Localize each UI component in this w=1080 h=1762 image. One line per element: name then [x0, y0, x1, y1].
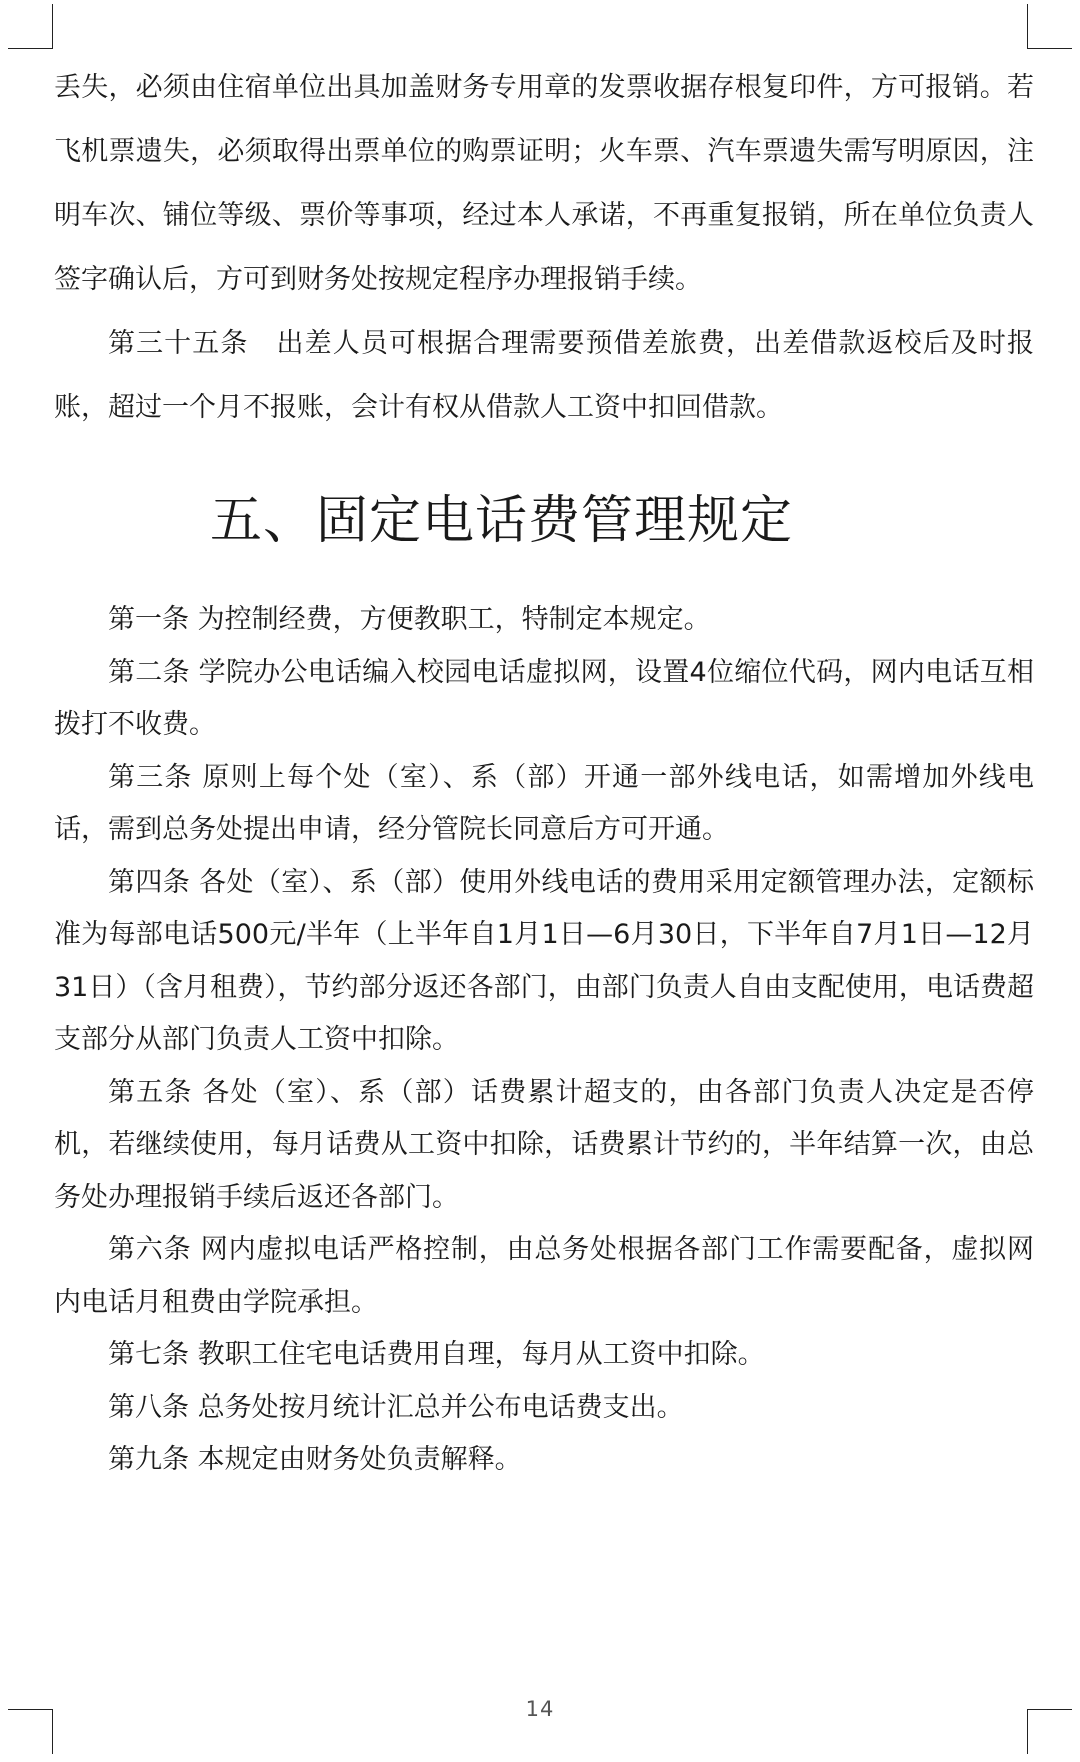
telephone-fee-section	[54, 594, 1034, 1487]
article-2: 第二条 学院办公电话编入校园电话虚拟网，设置4位缩位代码，网内电话互相拨打不收费。	[54, 656, 1034, 740]
article-35: 第三十五条 出差人员可根据合理需要预借差旅费，出差借款返校后及时报账，超过一个月不报账，会计有权从借款人工资中扣回借款。	[54, 328, 1034, 423]
article-9: 第九条 本规定由财务处负责解释。	[108, 1444, 522, 1475]
article-4: 第四条 各处（室）、系（部）使用外线电话的费用采用定额管理办法，定额标准为每部电话500元/半年（上半年自1月1日—6月30日，下半年自7月1日—12月31日）（含月租费），节约部分返还各部门，由部门负责人自由支配使用，电话费超支部分从部门负责人工资中扣除。	[54, 866, 1034, 1055]
article-8: 第八条 总务处按月统计汇总并公布电话费支出。	[108, 1391, 684, 1423]
article-3: 第三条 原则上每个处（室）、系（部）开通一部外线电话，如需增加外线电话，需到总务处提出申请，经分管院长同意后方可开通。	[54, 761, 1034, 845]
article-6: 第六条 网内虚拟电话严格控制，由总务处根据各部门工作需要配备，虚拟网内电话月租费由学院承担。	[54, 1234, 1034, 1318]
travel-expense-section	[54, 56, 1034, 440]
article-7: 第七条 教职工住宅电话费用自理，每月从工资中扣除。	[108, 1339, 765, 1370]
article-5: 第五条 各处（室）、系（部）话费累计超支的，由各部门负责人决定是否停机，若继续使用，每月话费从工资中扣除，话费累计节约的，半年结算一次，由总务处办理报销手续后返还各部门。	[54, 1076, 1034, 1213]
article-1: 第一条 为控制经费，方便教职工，特制定本规定。	[108, 604, 711, 635]
section-title: 五、固定电话费管理规定	[210, 491, 794, 551]
crop-mark-top-left	[8, 4, 53, 49]
page-number: 14	[525, 1697, 555, 1721]
continued-paragraph: 丢失，必须由住宿单位出具加盖财务专用章的发票收据存根复印件，方可报销。若飞机票遗失，必须取得出票单位的购票证明；火车票、汽车票遗失需写明原因，注明车次、铺位等级、票价等事项，经过本人承诺，不再重复报销，所在单位负责人签字确认后，方可到财务处按规定程序办理报销手续。	[54, 72, 1034, 295]
document-body	[54, 56, 1034, 1487]
crop-mark-top-right	[1027, 4, 1072, 49]
